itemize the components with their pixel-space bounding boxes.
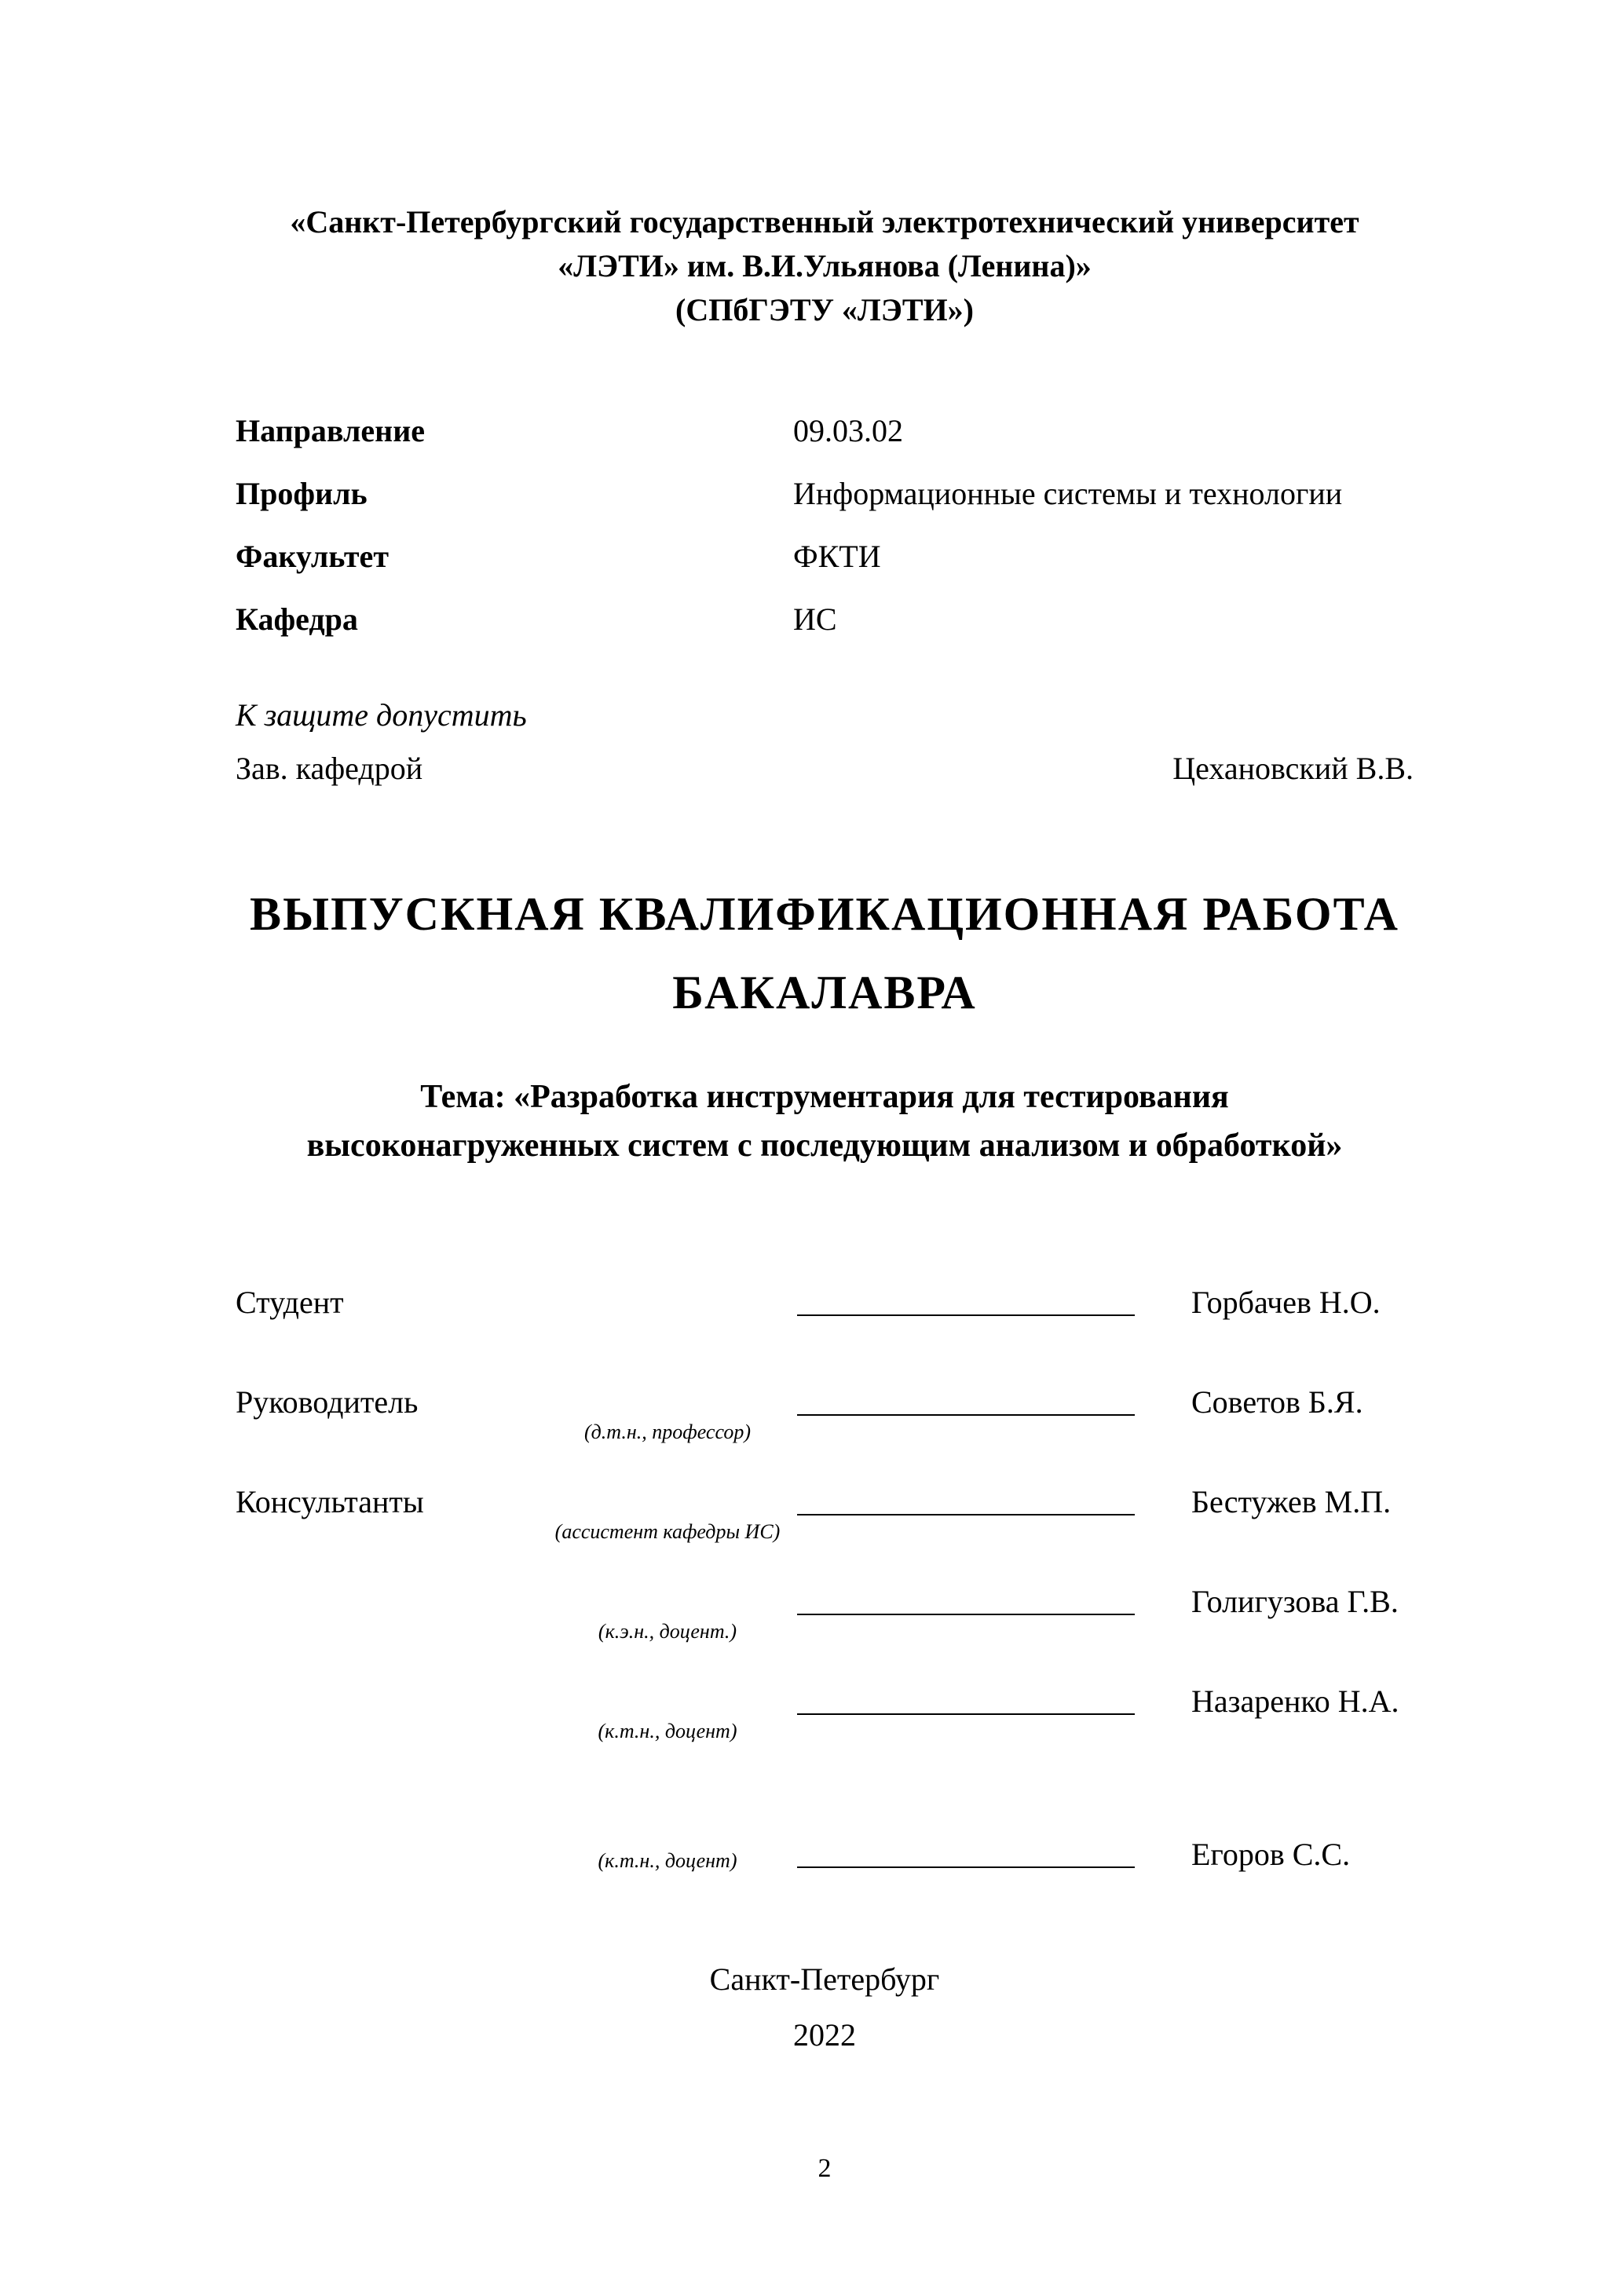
signature-name: Бестужев М.П. xyxy=(1191,1484,1392,1519)
university-name-line1: «Санкт-Петербургский государственный электротехнический университет xyxy=(290,204,1359,239)
signature-row-consultant-3 xyxy=(236,1683,1414,1742)
signature-row-consultant-1 xyxy=(236,1483,1414,1543)
signature-name: Назаренко Н.А. xyxy=(1191,1684,1399,1719)
info-label: Кафедра xyxy=(236,601,358,637)
info-value: ФКТИ xyxy=(793,538,881,574)
head-of-department-label: Зав. кафедрой xyxy=(236,751,423,786)
signature-name: Егоров С.С. xyxy=(1191,1837,1351,1872)
info-value: 09.03.02 xyxy=(793,412,903,448)
signature-line xyxy=(797,1866,1135,1868)
info-label: Профиль xyxy=(236,475,368,511)
thesis-title-line2: БАКАЛАВРА xyxy=(672,967,977,1018)
signature-block xyxy=(236,1284,1414,1873)
footer-city: Санкт-Петербург xyxy=(709,1961,940,1997)
info-row-faculty xyxy=(236,525,1414,587)
signature-role: Студент xyxy=(236,1285,344,1320)
page-number: 2 xyxy=(817,2154,832,2183)
signature-line xyxy=(797,1713,1135,1715)
signature-qualification: (ассистент кафедры ИС) xyxy=(554,1520,781,1543)
signature-line xyxy=(797,1514,1135,1515)
signature-name: Советов Б.Я. xyxy=(1191,1384,1363,1420)
university-header xyxy=(236,200,1414,332)
footer-year: 2022 xyxy=(793,2017,856,2053)
program-info-table xyxy=(236,399,1414,650)
info-row-direction xyxy=(236,399,1414,462)
signature-row-supervisor xyxy=(236,1384,1414,1443)
info-row-profile xyxy=(236,462,1414,525)
university-name-line2: «ЛЭТИ» им. В.И.Ульянова (Ленина)» xyxy=(558,248,1092,283)
university-abbreviation: (СПбГЭТУ «ЛЭТИ») xyxy=(675,292,974,327)
signature-name: Голигузова Г.В. xyxy=(1191,1584,1399,1619)
signature-row-consultant-4 xyxy=(236,1836,1414,1873)
thesis-topic-line1: Тема: «Разработка инструментария для тестирования xyxy=(420,1079,1229,1115)
signature-qualification: (к.т.н., доцент) xyxy=(598,1849,737,1872)
thesis-topic xyxy=(236,1073,1414,1170)
signature-line xyxy=(797,1414,1135,1416)
admission-note: К защите допустить xyxy=(236,697,527,733)
signature-role: Консультанты xyxy=(236,1484,424,1519)
signature-role: Руководитель xyxy=(236,1384,419,1420)
signature-qualification: (к.э.н., доцент.) xyxy=(598,1620,737,1643)
signature-row-consultant-2 xyxy=(236,1583,1414,1643)
approver-row xyxy=(236,750,1414,787)
signature-qualification: (к.т.н., доцент) xyxy=(598,1720,737,1742)
thesis-topic-line2: высоконагруженных систем с последующим анализом и обработкой» xyxy=(306,1128,1343,1164)
info-value: Информационные системы и технологии xyxy=(793,475,1343,511)
signature-name: Горбачев Н.О. xyxy=(1191,1285,1381,1320)
signature-row-student xyxy=(236,1284,1414,1321)
info-value: ИС xyxy=(793,601,837,637)
signature-line xyxy=(797,1614,1135,1615)
info-label: Факультет xyxy=(236,538,389,574)
head-of-department-name: Цехановский В.В. xyxy=(1172,751,1414,786)
info-row-department xyxy=(236,587,1414,650)
info-label: Направление xyxy=(236,412,425,448)
thesis-title-line1: ВЫПУСКНАЯ КВАЛИФИКАЦИОННАЯ РАБОТА xyxy=(250,888,1399,940)
signature-line xyxy=(797,1314,1135,1316)
signature-qualification: (д.т.н., профессор) xyxy=(583,1420,752,1443)
thesis-title xyxy=(236,875,1414,1032)
